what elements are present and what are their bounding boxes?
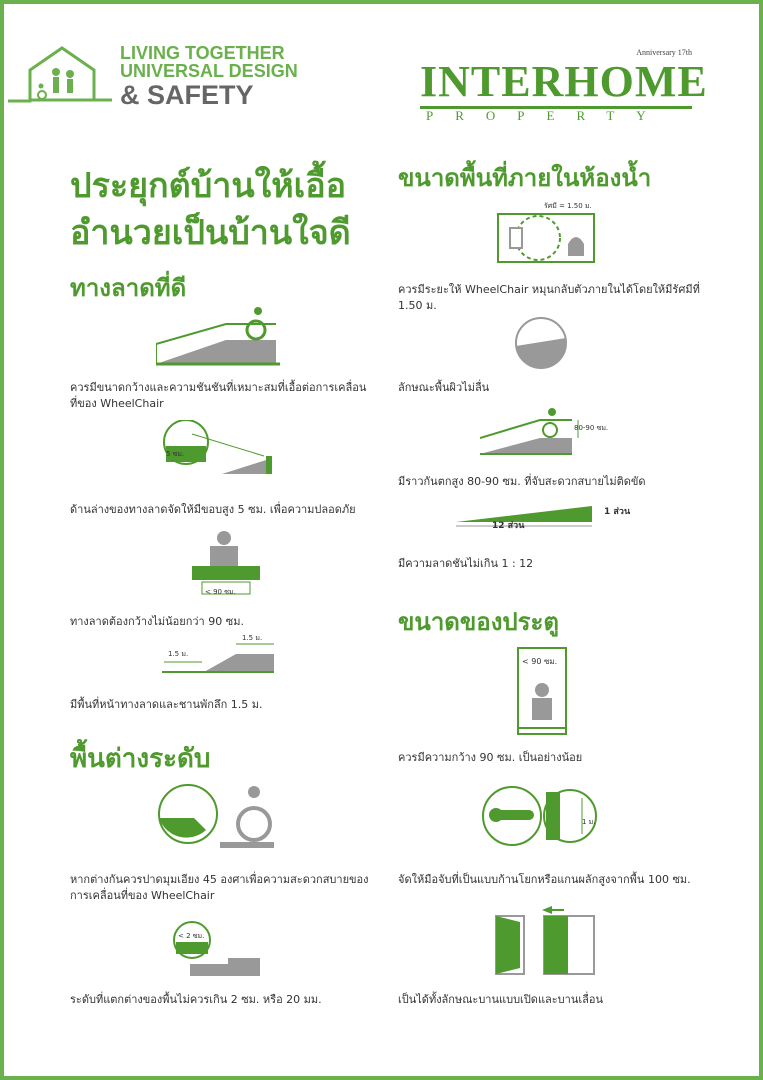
bathroom-plan-illustration bbox=[496, 208, 596, 268]
ramp-caption-4: มีพื้นที่หน้าทางลาดและชานพักลึก 1.5 ม. bbox=[70, 698, 263, 711]
door-width-label: < 90 ซม. bbox=[522, 657, 558, 666]
door-heading: ขนาดของประตู bbox=[398, 608, 560, 636]
door-types-illustration bbox=[494, 906, 598, 976]
ramp-heading: ทางลาดที่ดี bbox=[70, 274, 187, 302]
door-caption-3: เป็นได้ทั้งลักษณะบานแบบเปิดและบานเลื่อน bbox=[398, 993, 603, 1006]
page-title-line1: ประยุกต์บ้านให้เอื้อ bbox=[70, 166, 347, 206]
anniversary-label: Anniversary 17th bbox=[636, 48, 692, 57]
handrail-height-label: 80-90 ซม. bbox=[574, 424, 609, 432]
bathroom-heading: ขนาดพื้นที่ภายในห้องน้ำ bbox=[398, 164, 652, 192]
slope-run-label: 12 ส่วน bbox=[492, 521, 525, 531]
door-caption-1: ควรมีความกว้าง 90 ซม. เป็นอย่างน้อย bbox=[398, 751, 583, 764]
level-illustration bbox=[158, 784, 274, 850]
bathroom-caption-3: มีราวกันตกสูง 80-90 ซม. ที่จับสะดวกสบายไม่ติดขัด bbox=[398, 475, 646, 488]
level-caption-2: ระดับที่แตกต่างของพื้นไม่ควรเกิน 2 ซม. หรือ 20 มม. bbox=[70, 993, 322, 1006]
radius-label: รัศมี = 1.50 ม. bbox=[544, 202, 592, 210]
level-caption-1: หากต่างกันควรปาดมุมเอียง 45 องศาเพื่อความสะดวกสบายของ การเคลื่อนที่ของ WheelChair bbox=[70, 873, 369, 902]
door-caption-2: จัดให้มือจับที่เป็นแบบก้านโยกหรือแกนผลักสูงจากพื้น 100 ซม. bbox=[398, 873, 691, 886]
house-family-icon bbox=[8, 46, 112, 106]
slope-ratio-illustration bbox=[456, 502, 600, 528]
handle-height-label: 1 ม. bbox=[582, 818, 596, 826]
curb-label: 5 ซม. bbox=[166, 450, 185, 458]
brand-sub: PROPERTY bbox=[426, 108, 668, 123]
level-heading: พื้นต่างระดับ bbox=[70, 744, 211, 774]
interhome-logo bbox=[420, 36, 708, 123]
ramp-caption-3: ทางลาดต้องกว้างไม่น้อยกว่า 90 ซม. bbox=[70, 615, 244, 628]
bathroom-caption-4: มีความลาดชันไม่เกิน 1 : 12 bbox=[398, 557, 534, 570]
logo-line2: UNIVERSAL DESIGN bbox=[120, 61, 298, 81]
page-title-line2: อำนวยเป็นบ้านใจดี bbox=[70, 213, 351, 253]
brand-name: INTERHOME bbox=[420, 57, 708, 106]
logo-line3: & SAFETY bbox=[120, 80, 254, 110]
threshold-label: < 2 ซม. bbox=[178, 932, 205, 940]
ramp-illustration bbox=[156, 304, 280, 368]
landing-label-b: 1.5 ม. bbox=[242, 634, 263, 642]
ramp-width-label: < 90 ซม. bbox=[205, 588, 236, 596]
ramp-caption-1: ควรมีขนาดกว้างและความชันชันที่เหมาะสมที่เอื้อต่อการเคลื่อน ที่ของ WheelChair bbox=[70, 381, 367, 410]
ramp-caption-2: ด้านล่างของทางลาดจัดให้มีขอบสูง 5 ซม. เพื่อความปลอดภัย bbox=[70, 503, 356, 516]
landing-label-a: 1.5 ม. bbox=[168, 650, 189, 658]
bathroom-caption-2: ลักษณะพื้นผิวไม่ลื่น bbox=[398, 381, 490, 394]
nonslip-floor-illustration bbox=[514, 316, 568, 370]
logo-line1: LIVING TOGETHER bbox=[120, 43, 285, 63]
slope-rise-label: 1 ส่วน bbox=[604, 507, 631, 517]
lever-handle-illustration bbox=[482, 784, 598, 848]
bathroom-caption-1: ควรมีระยะให้ WheelChair หมุนกลับตัวภายในได้โดยให้มีรัศมีที่ 1.50 ม. bbox=[398, 283, 700, 312]
logo-wordmark bbox=[120, 44, 298, 110]
angle-label: 45 ° bbox=[186, 810, 201, 818]
